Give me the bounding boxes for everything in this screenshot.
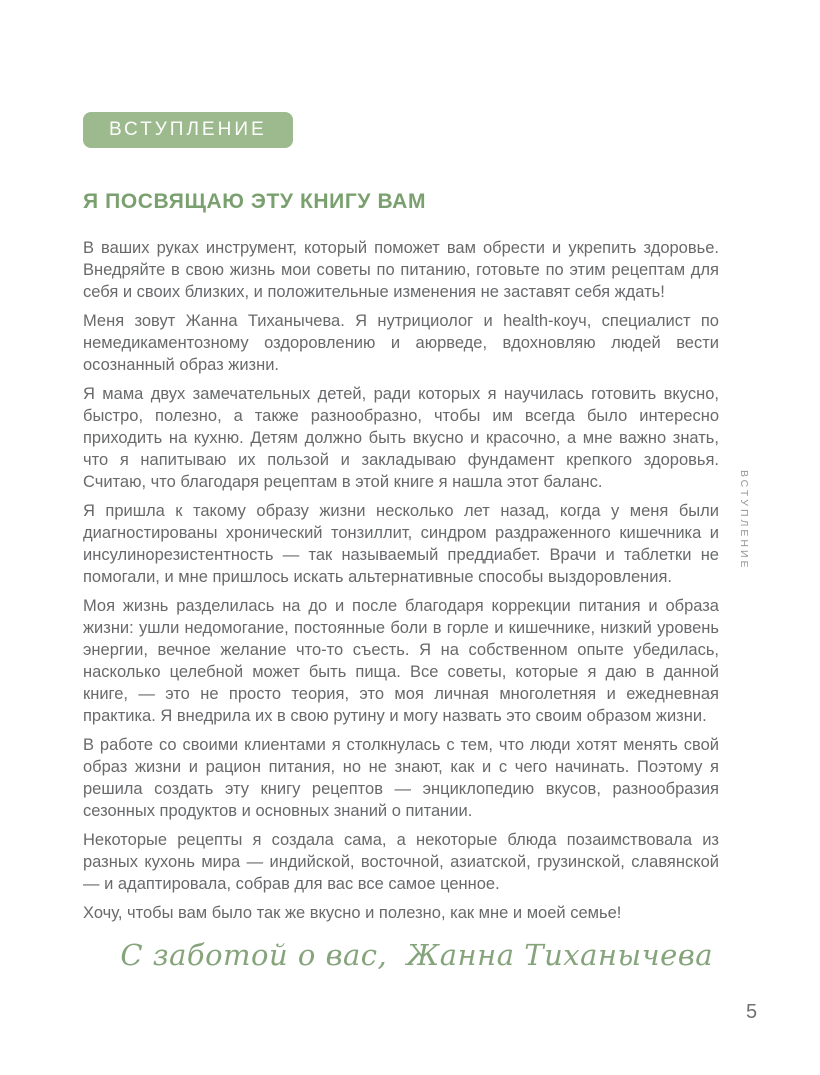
- paragraph: Моя жизнь разделилась на до и после благодаря коррекции питания и образа жизни: ушли недомогание, постоянные боли в горле и кишечнике, низкий уровень энергии, вечное желание что-то съесть. Я на собственном опыте убедилась, насколько целебной может быть пища. Все советы, которые я даю в данной книге, — это не просто теория, это моя личная многолетняя и ежедневная практика. Я внедрила их в свою рутину и могу назвать это своим образом жизни.: [83, 597, 719, 725]
- paragraph: Меня зовут Жанна Тиханычева. Я нутрициолог и health-коуч, специалист по немедикаментозному оздоровлению и аюрведе, вдохновляю людей вести осознанный образ жизни.: [83, 312, 719, 374]
- chapter-badge: ВСТУПЛЕНИЕ: [83, 112, 293, 148]
- paragraph: Хочу, чтобы вам было так же вкусно и полезно, как мне и моей семье!: [83, 904, 622, 922]
- paragraph: В работе со своими клиентами я столкнулась с тем, что люди хотят менять свой образ жизни и рацион питания, но не знают, как и с чего начинать. Поэтому я решила создать эту книгу рецептов — энциклопедию вкусов, разнообразия сезонных продуктов и основных знаний о питании.: [83, 736, 719, 820]
- paragraph: Некоторые рецепты я создала сама, а некоторые блюда позаимствовала из разных кухонь мира — индийской, восточной, азиатской, грузинской, славянской — и адаптировала, собрав для вас все самое ценное.: [83, 831, 719, 893]
- page-title: Я ПОСВЯЩАЮ ЭТУ КНИГУ ВАМ: [83, 190, 427, 213]
- body-text-block: [83, 237, 719, 972]
- paragraph: Я пришла к такому образу жизни несколько лет назад, когда у меня были диагностированы хронический тонзиллит, синдром раздраженного кишечника и инсулинорезистентность — так называемый преддиабет. Врачи и таблетки не помогали, и мне пришлось искать альтернативные способы выздоровления.: [83, 502, 719, 586]
- page-number: 5: [746, 1001, 758, 1023]
- paragraph: В ваших руках инструмент, который поможет вам обрести и укрепить здоровье. Внедряйте в свою жизнь мои советы по питанию, готовьте по этим рецептам для себя и своих близких, и положительные изменения не заставят себя ждать!: [83, 239, 719, 301]
- chapter-side-label: ВСТУПЛЕНИЕ: [738, 470, 750, 571]
- author-signature: С заботой о вас, Жанна Тиханычева: [120, 938, 713, 972]
- paragraph: Я мама двух замечательных детей, ради которых я научилась готовить вкусно, быстро, полезно, а также разнообразно, чтобы им всегда было интересно приходить на кухню. Детям должно быть вкусно и красочно, а мне важно знать, что я напитываю их пользой и закладываю фундамент крепкого здоровья. Считаю, что благодаря рецептам в этой книге я нашла этот баланс.: [83, 385, 719, 491]
